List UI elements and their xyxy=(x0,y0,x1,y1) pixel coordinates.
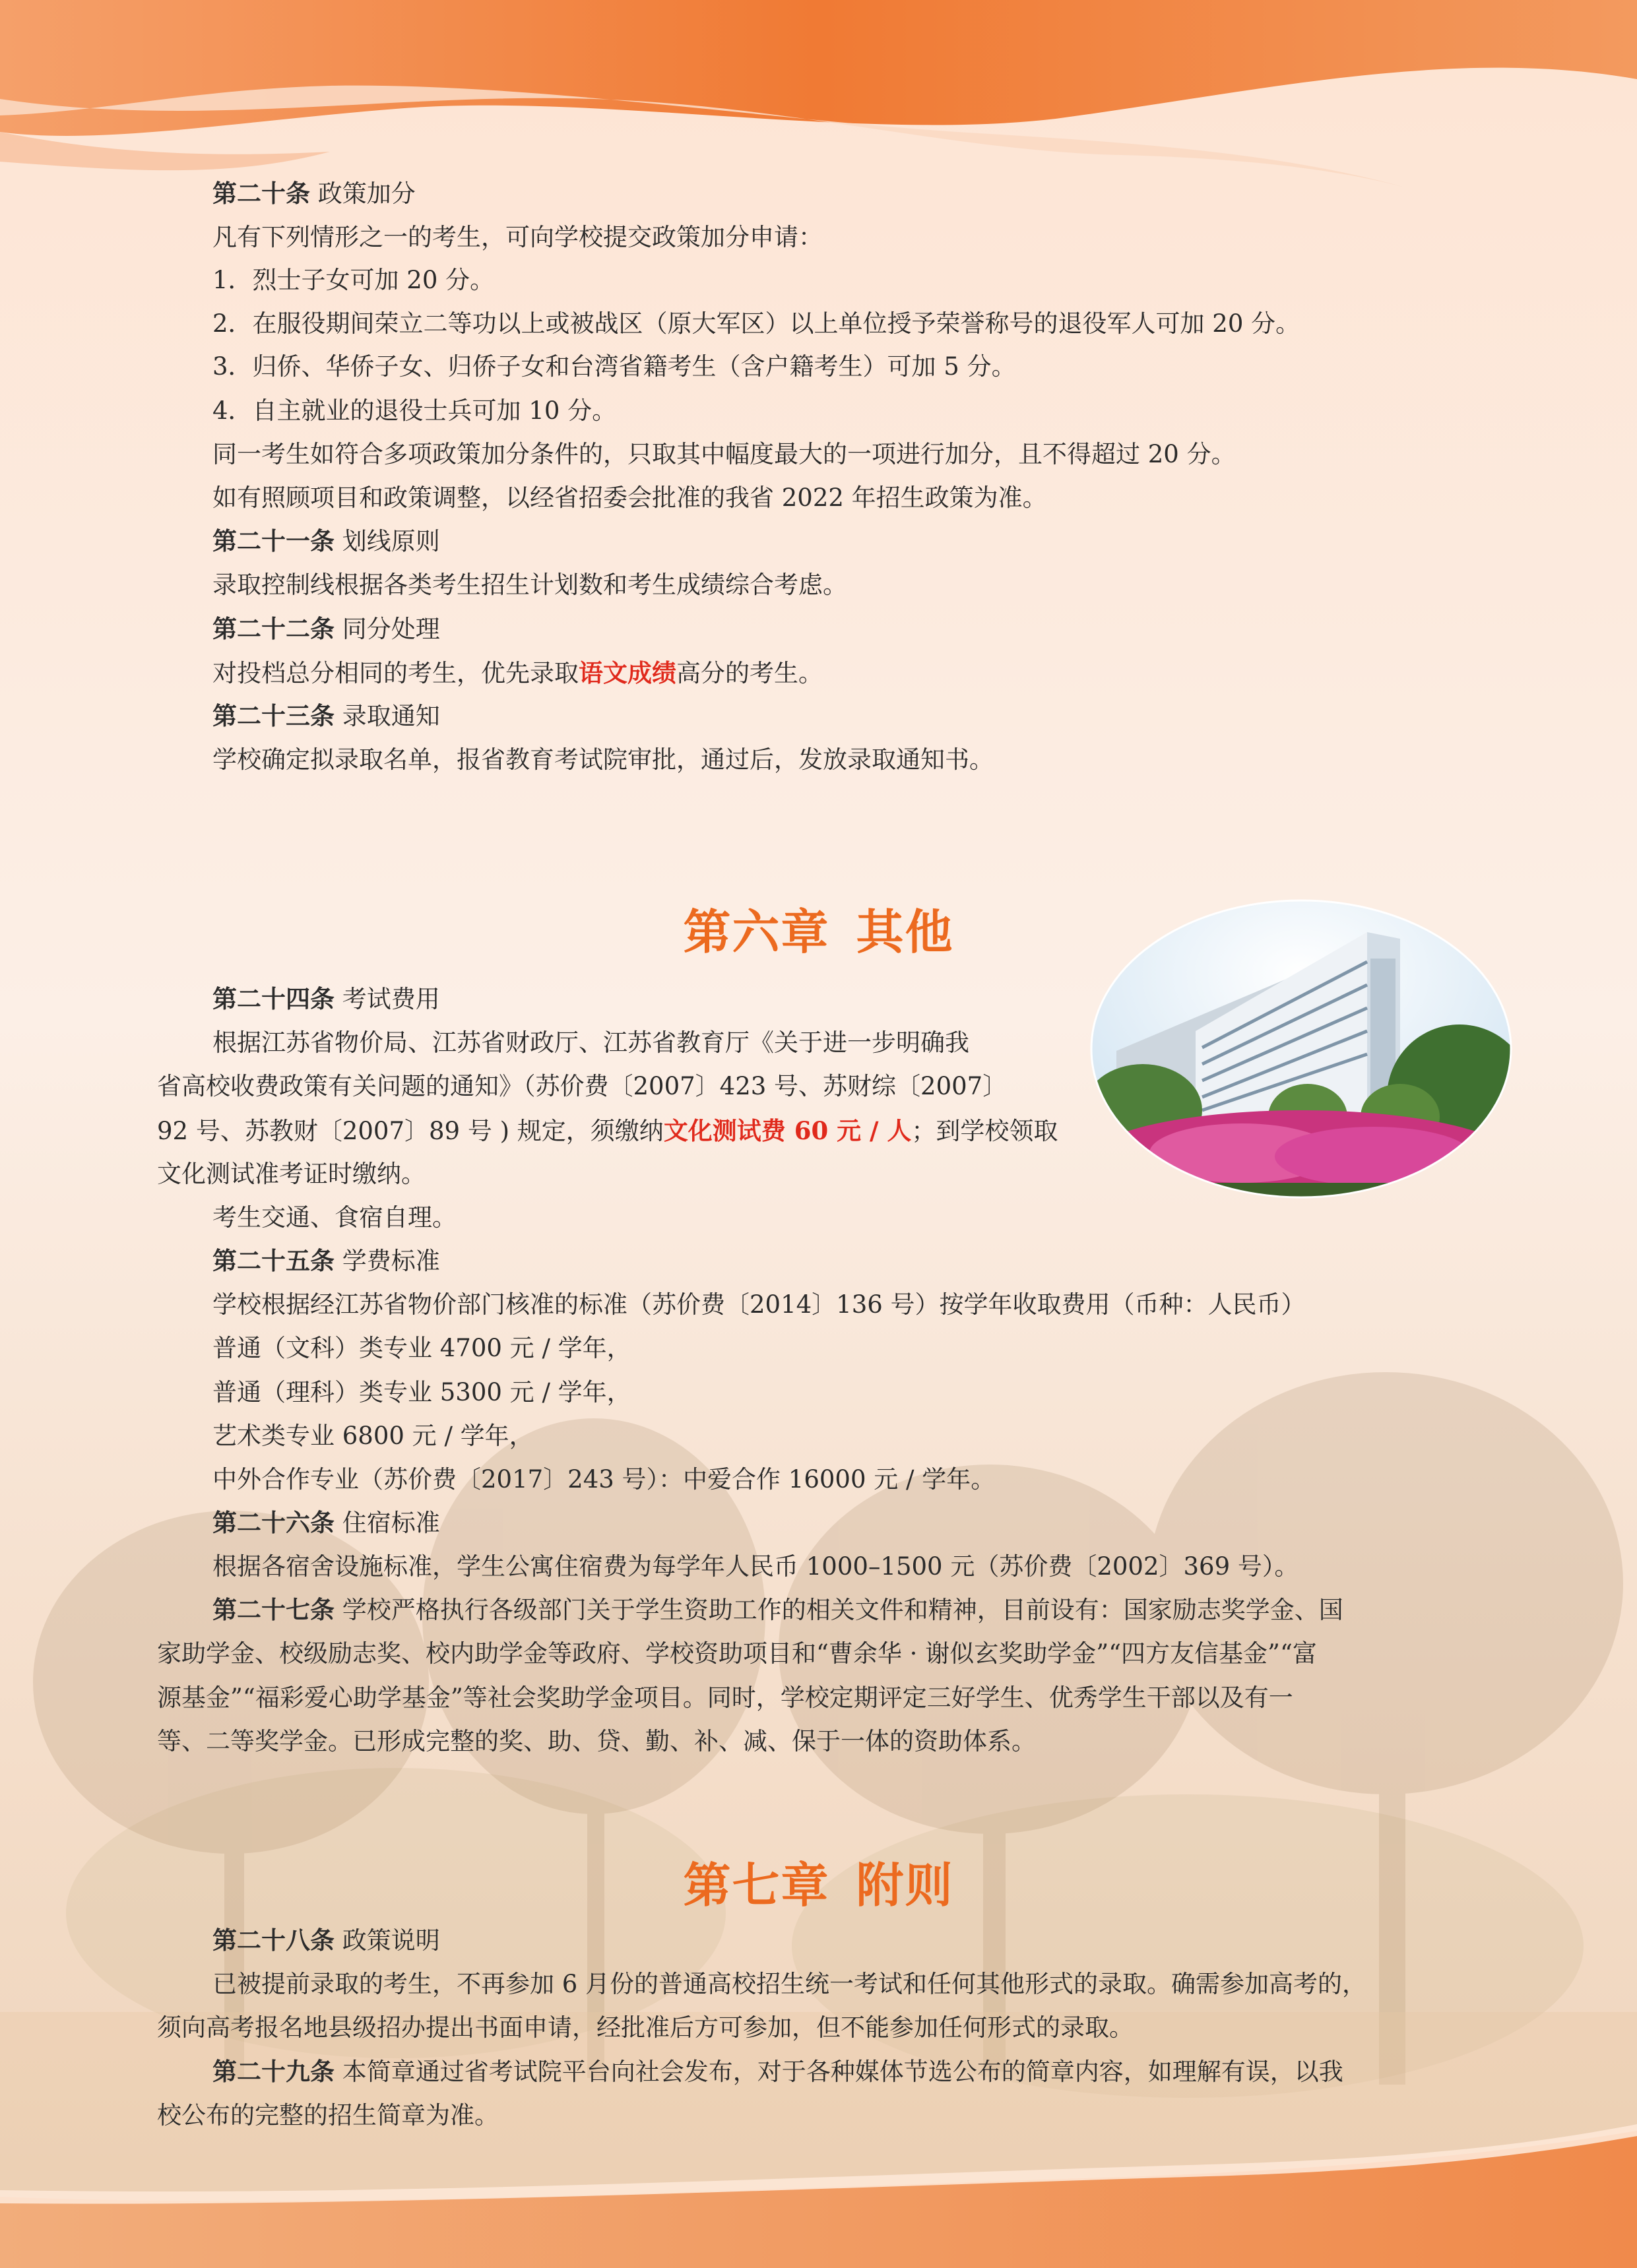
paragraph-line: 学校根据经江苏省物价部门核准的标准（苏价费〔2014〕136 号）按学年收取费用（币种：人民币） xyxy=(212,1290,1306,1319)
paragraph-line: 凡有下列情形之一的考生，可向学校提交政策加分申请： xyxy=(212,223,823,251)
article-title: 划线原则 xyxy=(342,527,440,555)
article-23-heading xyxy=(212,699,440,734)
article-number: 第二十三条 xyxy=(212,702,335,730)
article-number: 第二十九条 xyxy=(212,2058,335,2086)
paragraph-line: 艺术类专业 6800 元 / 学年， xyxy=(212,1422,534,1450)
paragraph-line: 如有照顾项目和政策调整，以经省招委会批准的我省 2022 年招生政策为准。 xyxy=(212,484,1047,512)
chapter-number: 第七章 xyxy=(683,1857,830,1913)
paragraph-line: 普通（文科）类专业 4700 元 / 学年， xyxy=(212,1334,631,1362)
highlight-text: 语文成绩 xyxy=(579,658,676,687)
paragraph-line xyxy=(157,1114,1058,1149)
article-number: 第二十二条 xyxy=(212,615,335,643)
article-24-heading xyxy=(212,982,440,1017)
paragraph-line: 文化测试准考证时缴纳。 xyxy=(157,1160,426,1188)
chapter-name: 附则 xyxy=(856,1857,954,1913)
article-title: 住宿标准 xyxy=(342,1509,440,1537)
article-27-line xyxy=(212,1593,1343,1627)
article-25-heading xyxy=(212,1244,440,1278)
paragraph-line: 同一考生如符合多项政策加分条件的，只取其中幅度最大的一项进行加分，且不得超过 20 分。 xyxy=(212,440,1236,468)
paragraph-line: 家助学金、校级励志奖、校内助学金等政府、学校资助项目和“曹余华 · 谢似玄奖助学金”“四方友信基金”“富 xyxy=(157,1639,1317,1668)
text-span: 对投档总分相同的考生，优先录取 xyxy=(212,659,579,687)
paragraph-line: 省高校收费政策有关问题的通知》（苏价费〔2007〕423 号、苏财综〔2007〕 xyxy=(157,1072,1008,1100)
paragraph-line: 4．自主就业的退役士兵可加 10 分。 xyxy=(212,396,617,425)
article-28-heading xyxy=(212,1924,440,1958)
paragraph-line: 考生交通、食宿自理。 xyxy=(212,1203,457,1232)
article-number: 第二十一条 xyxy=(212,527,335,555)
text-span: 学校严格执行各级部门关于学生资助工作的相关文件和精神，目前设有：国家励志奖学金、国 xyxy=(342,1596,1343,1624)
chapter-name: 其他 xyxy=(856,904,954,960)
paragraph-line: 根据各宿舍设施标准，学生公寓住宿费为每学年人民币 1000–1500 元（苏价费〔2002〕369 号）。 xyxy=(212,1552,1299,1581)
chapter-number: 第六章 xyxy=(683,904,830,960)
article-29-line xyxy=(212,2055,1343,2089)
paragraph-line: 已被提前录取的考生，不再参加 6 月份的普通高校招生统一考试和任何其他形式的录取。确需参加高考的， xyxy=(212,1970,1367,1998)
article-number: 第二十七条 xyxy=(212,1596,335,1624)
article-21-heading xyxy=(212,524,440,559)
paragraph-line: 须向高考报名地县级招办提出书面申请，经批准后方可参加，但不能参加任何形式的录取。 xyxy=(157,2013,1134,2042)
highlight-text: 文化测试费 60 元 / 人 xyxy=(663,1116,912,1145)
paragraph-line: 录取控制线根据各类考生招生计划数和考生成绩综合考虑。 xyxy=(212,571,847,599)
article-26-heading xyxy=(212,1506,440,1540)
paragraph-line: 3．归侨、华侨子女、归侨子女和台湾省籍考生（含户籍考生）可加 5 分。 xyxy=(212,352,1016,381)
paragraph-line: 中外合作专业（苏价费〔2017〕243 号）：中爱合作 16000 元 / 学年。 xyxy=(212,1465,996,1494)
article-title: 考试费用 xyxy=(342,985,440,1013)
article-number: 第二十八条 xyxy=(212,1926,335,1955)
paragraph-line: 等、二等奖学金。已形成完整的奖、助、贷、勤、补、减、保于一体的资助体系。 xyxy=(157,1727,1036,1755)
article-number: 第二十六条 xyxy=(212,1509,335,1537)
paragraph-line: 普通（理科）类专业 5300 元 / 学年， xyxy=(212,1378,631,1406)
paragraph-line: 源基金”“福彩爱心助学基金”等社会奖助学金项目。同时，学校定期评定三好学生、优秀学生干部以及有一 xyxy=(157,1684,1293,1712)
text-span: ；到学校领取 xyxy=(911,1117,1058,1145)
paragraph-line xyxy=(212,656,823,691)
text-span: 92 号、苏教财〔2007〕89 号 ) 规定，须缴纳 xyxy=(157,1117,664,1145)
paragraph-line: 根据江苏省物价局、江苏省财政厅、江苏省教育厅《关于进一步明确我 xyxy=(212,1028,969,1057)
article-title: 同分处理 xyxy=(342,615,440,643)
article-title: 政策说明 xyxy=(342,1926,440,1955)
paragraph-line: 1．烈士子女可加 20 分。 xyxy=(212,266,495,294)
article-number: 第二十五条 xyxy=(212,1247,335,1275)
article-number: 第二十四条 xyxy=(212,985,335,1013)
article-20-heading xyxy=(212,177,416,211)
campus-building-photo xyxy=(1090,899,1512,1199)
article-title: 政策加分 xyxy=(317,179,416,208)
paragraph-line: 校公布的完整的招生简章为准。 xyxy=(157,2101,499,2129)
article-22-heading xyxy=(212,612,440,646)
article-title: 录取通知 xyxy=(342,702,440,730)
article-number: 第二十条 xyxy=(212,179,310,208)
chapter-7-title xyxy=(0,1847,1637,1916)
text-span: 高分的考生。 xyxy=(676,659,823,687)
text-span: 本简章通过省考试院平台向社会发布，对于各种媒体节选公布的简章内容，如理解有误，以我 xyxy=(342,2058,1343,2086)
article-title: 学费标准 xyxy=(342,1247,440,1275)
paragraph-line: 2．在服役期间荣立二等功以上或被战区（原大军区）以上单位授予荣誉称号的退役军人可加 20 分。 xyxy=(212,309,1300,338)
paragraph-line: 学校确定拟录取名单，报省教育考试院审批，通过后，发放录取通知书。 xyxy=(212,745,994,774)
